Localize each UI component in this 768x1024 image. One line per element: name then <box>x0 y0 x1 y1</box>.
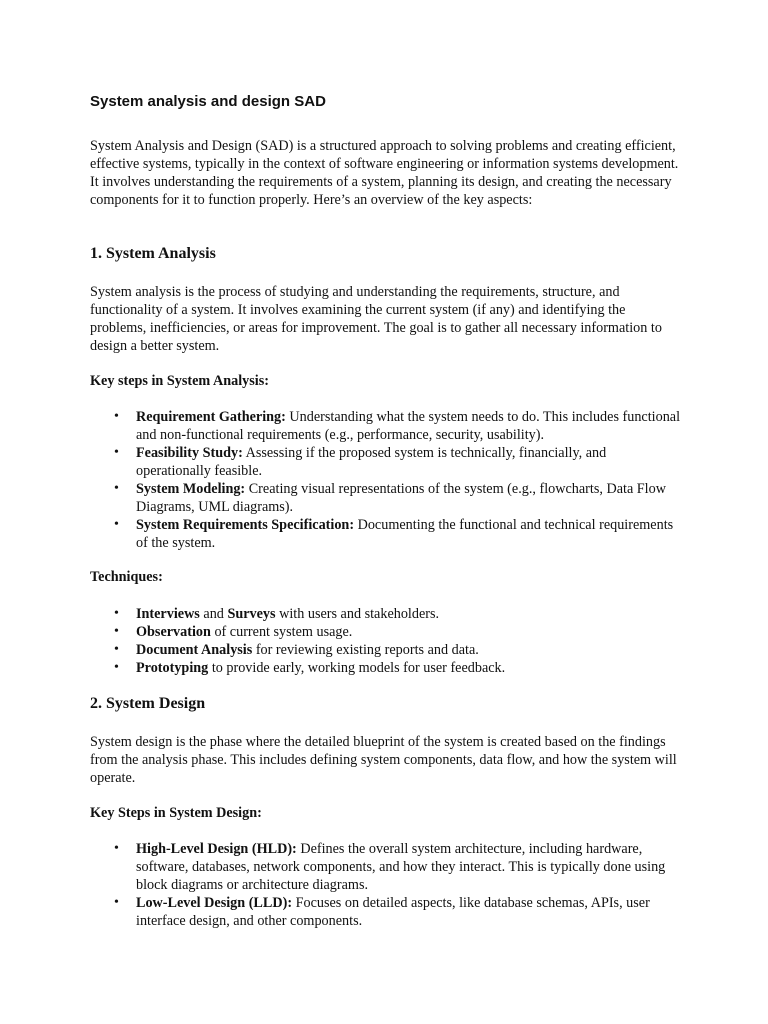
section1-heading: 1. System Analysis <box>90 245 216 262</box>
item-term: System Requirements Specification: <box>136 517 355 533</box>
section2-paragraph: System design is the phase where the detailed blueprint of the system is created based on the findings from the analysis phase. This includes defining system components, data flow, and how the system will operate. <box>90 734 677 786</box>
item-text: with users and stakeholders. <box>275 606 440 622</box>
document-title: System analysis and design SAD <box>90 93 326 110</box>
item-term: High-Level Design (HLD): <box>136 841 297 857</box>
item-term: Prototyping <box>136 660 209 676</box>
bullet-icon: • <box>114 841 119 856</box>
item-connector: and <box>199 606 228 622</box>
item-text: to provide early, working models for user feedback. <box>208 660 506 676</box>
bullet-icon: • <box>114 409 119 424</box>
item-term: Interviews <box>136 606 200 622</box>
bullet-icon: • <box>114 606 119 621</box>
item-term-2: Surveys <box>227 606 276 622</box>
item-text: Focuses on detailed aspects, like database schemas, APIs, user interface design, and other components. <box>136 895 650 929</box>
list-item <box>90 641 682 659</box>
item-term: Low-Level Design (LLD): <box>136 895 293 911</box>
bullet-icon: • <box>114 517 119 532</box>
design-steps-list <box>90 840 682 930</box>
techniques-heading: Techniques: <box>90 569 163 585</box>
section1-paragraph: System analysis is the process of studying and understanding the requirements, structure, and functionality of a system. It involves examining the current system (if any) and identifying the problems, inefficiencies, or areas for improvement. The goal is to gather all necessary information to design a better system. <box>90 284 662 354</box>
section2-heading: 2. System Design <box>90 695 206 712</box>
item-text: Defines the overall system architecture, including hardware, software, databases, network components, and how they interact. This is typically done using block diagrams or architecture diagrams. <box>136 841 666 893</box>
item-term: Feasibility Study: <box>136 445 243 461</box>
list-item <box>90 408 682 444</box>
bullet-icon: • <box>114 481 119 496</box>
list-item <box>90 623 682 641</box>
item-text: of current system usage. <box>210 624 353 640</box>
analysis-steps-list <box>90 408 682 552</box>
item-text: Understanding what the system needs to do. This includes functional and non-functional requirements (e.g., performance, security, usability). <box>136 409 681 443</box>
list-item <box>90 894 682 930</box>
section2-steps-heading: Key Steps in System Design: <box>90 805 262 821</box>
list-item <box>90 480 682 516</box>
bullet-icon: • <box>114 445 119 460</box>
item-text: for reviewing existing reports and data. <box>252 642 479 658</box>
item-term: Document Analysis <box>136 642 253 658</box>
bullet-icon: • <box>114 895 119 910</box>
item-term: Observation <box>136 624 211 640</box>
bullet-icon: • <box>114 624 119 639</box>
item-text: Documenting the functional and technical requirements of the system. <box>136 517 674 551</box>
item-term: System Modeling: <box>136 481 246 497</box>
bullet-icon: • <box>114 642 119 657</box>
intro-paragraph: System Analysis and Design (SAD) is a structured approach to solving problems and creating efficient, effective systems, typically in the context of software engineering or information systems development. It involves understanding the requirements of a system, planning its design, and creating the necessary components for it to function properly. Here’s an overview of the key aspects: <box>90 138 679 208</box>
bullet-icon: • <box>114 660 119 675</box>
item-term: Requirement Gathering: <box>136 409 286 425</box>
item-text: Assessing if the proposed system is technically, financially, and operationally feasible. <box>136 445 607 479</box>
list-item <box>90 516 682 552</box>
techniques-list <box>90 605 682 677</box>
section1-steps-heading: Key steps in System Analysis: <box>90 373 269 389</box>
list-item <box>90 840 682 894</box>
list-item <box>90 444 682 480</box>
item-text: Creating visual representations of the system (e.g., flowcharts, Data Flow Diagrams, UML diagrams). <box>136 481 666 515</box>
list-item <box>90 605 682 623</box>
list-item <box>90 659 682 677</box>
